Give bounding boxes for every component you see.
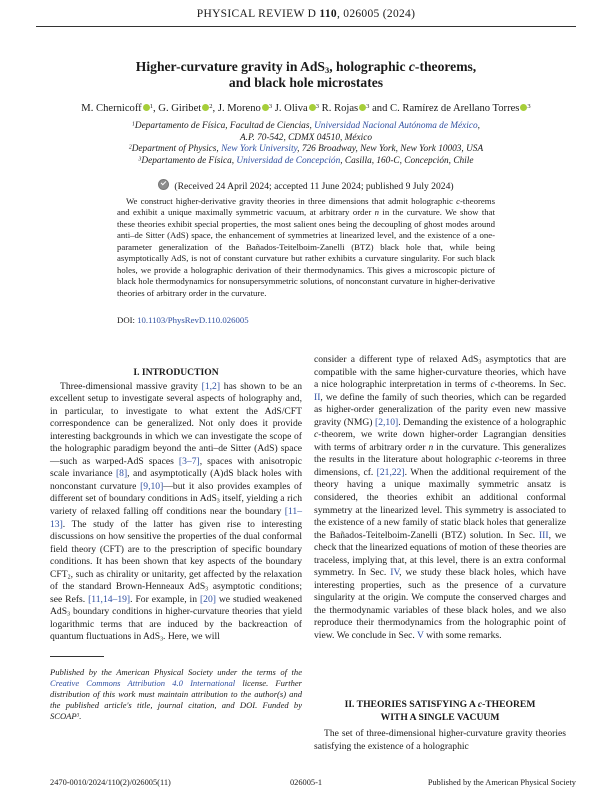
affiliation-link[interactable]: Universidad Nacional Autónoma de México [314,121,478,131]
author[interactable]: J. Oliva $^3$ [274,103,319,114]
journal-volume: 110 [319,8,337,20]
introduction-continued [314,354,566,643]
section-link[interactable]: IV [390,567,400,579]
section-heading: I. INTRODUCTION [133,367,219,378]
footer-page-number: 026005-1 [289,778,323,787]
dates-text: (Received 24 April 2024; accepted 11 June 2024; published 9 July 2024) [174,181,454,192]
section-2-paragraph: The set of three-dimensional higher-curvature gravity theories satisfying the existence of a holographic [314,728,566,752]
paper-title [60,59,552,91]
affiliation-3: $^3$Departamento de Física, Universidad de Concepción, Casilla, 160-C, Concepción, Chile [138,156,474,167]
author[interactable]: G. Giribet $^2$ [158,103,213,114]
author[interactable]: M. Chernicoff $^1$ [81,103,153,114]
abstract: We construct higher-derivative gravity theories in three dimensions that admit holographic c-theorems and exhibit a unique maximally symmetric vacuum, at arbitrary order n in the curvature. We show that these theories exhibit special properties, the most salient ones being the decoupling of ghost modes around anti–de Sitter (AdS) space, the enhancement of symmetries at linearized level, and the existence of a one-parameter generalization of the Bañados-Teitelboim-Zanelli (BTZ) black hole that, while being asymptotically AdS, is not of constant curvature but rather exhibits a curvature singularity. For such black holes, we provide a holographic derivation of their thermodynamics. This gives a microscopic picture of black hole thermodynamics for nonsupersymmetric solutions, of nonconstant curvature in higher-derivative theories of arbitrary order in the curvature. [117,196,495,298]
doi-link[interactable]: 10.1103/PhysRevD.110.026005 [137,315,249,325]
affiliation-link[interactable]: Universidad de Concepción [236,156,341,167]
citation-link[interactable]: [2,10] [375,416,399,428]
title-part: -theorems, [414,59,477,74]
header-rule [36,26,576,27]
affiliations [40,121,572,168]
doi: DOI: 10.1103/PhysRevD.110.026005 [117,315,249,325]
title-subscript: 3 [324,65,330,76]
introduction-paragraph: Three-dimensional massive gravity [1,2] has shown to be an excellent setup to investigate several aspects of holography and, in particular, to investigate to what extent the AdS/CFT correspondence can be generalized. Not only does it provide interesting backgrounds in which we can investigate the scope of the holographic paradigm beyond the anti–de Sitter (AdS) space—such as warped-AdS spaces [3–7], spaces with anisotropic scale invariance [8], and asymptotically (A)dS black holes with nonconstant curvature [9,10]—but it also provides examples of different set of boundary conditions in AdS$_3$ itself, yielding a rich variety of relaxed falling off conditions near the boundary [11–13]. The study of the latter has given rise to interesting discussions on how sensitive the properties of the dual conformal field theory (CFT) are to the prescription of specific boundary conditions. It has been shown that key aspects of the boundary $CFT_2$, such as chirality or unitarity, get affected by the relaxation of the standard Brown-Henneaux AdS$_3$ asymptotic conditions; see Refs. [11,14–19]. For example, in [20] we studied weakened AdS$_3$ boundary conditions in higher-curvature theories that yield logarithmic terms that are induced by the backreaction of quantum fluctuations in AdS$_3$. Here, we will [50,380,303,643]
section-link[interactable]: V [416,630,424,642]
affiliation-2: $^2$Department of Physics, New York University, 726 Broadway, New York, New York 10003, USA [128,144,484,155]
affiliation-1-address: A.P. 70-542, CDMX 04510, México [239,132,373,143]
citation-link[interactable]: [8] [115,468,128,480]
citation-link[interactable]: [11,14–19] [88,593,131,605]
introduction-paragraph: consider a different type of relaxed AdS$_3$ asymptotics that are compatible with the same higher-curvature theories, which have a nice holographic interpretation in terms of c-theorems. In Sec. II, we define the family of such theories, which can be regarded as higher-order generalization of the parity even new massive gravity (NMG) [2,10]. Demanding the existence of a holographic c-theorem, we write down higher-order Lagrangian densities with terms of arbitrary order n in the curvature. This generalizes the results in the literature about holographic c-teorems in three dimensions, cf. [21,22]. When the additional requirement of the theory having a unique maximally symmetric ansatz is considered, the theories exhibit an additional conformal symmetry at the linearized level. This symmetry is associated to the existence of a new family of static black holes that generalize the Bañados-Teitelboim-Zanelli (BTZ) solution. In Sec. III, we check that the linearized equations of motion of these theories are traceless, implying that, at this level, there is an extra conformal symmetry. In Sec. IV, we study these black holes, which have interesting properties, such as the presence of a curvature singularity at the origin. We compute the conserved charges and the thermodynamic variables of these black holes, and we also reproduce their thermodynamics from the holographic point of view. We conclude in Sec. V with some remarks. [314,354,567,642]
citation-link[interactable]: [20] [199,593,216,605]
author[interactable]: R. Rojas $^3$ [321,103,370,114]
footer-publisher: Published by the American Physical Society [427,778,576,787]
license-footnote: Published by the American Physical Society under the terms of the Creative Commons Attribution 4.0 International license. Further distribution of this work must maintain attribution to the author(s) and the published article's title, journal citation, and DOI. Funded by SCOAP$^3$. [50,667,303,721]
author[interactable]: C. Ramírez de Arellano Torres $^3$ [390,103,531,114]
publication-dates [40,179,572,192]
title-line-2: and black hole microstates [228,75,384,90]
footnote-rule [50,656,104,657]
journal-header [0,8,612,20]
footer-issn: 2470-0010/2024/110(2)/026005(11) [50,778,171,787]
orcid-icon[interactable] [309,104,316,111]
citation-link[interactable]: [1,2] [201,380,221,392]
orcid-icon[interactable] [143,104,150,111]
section-link[interactable]: II [314,391,321,403]
title-italic: c [408,59,415,74]
affiliation-link[interactable]: New York University [221,144,298,155]
author-list: M. Chernicoff $^1$, G. Giribet $^2$, J. Moreno $^3$ J. Oliva $^3$ R. Rojas $^3$ and C. Ramírez de Arellano Torres $^3$ [81,103,531,114]
citation-link[interactable]: [11–13] [50,505,302,530]
journal-issue: , 026005 (2024) [336,8,416,20]
title-part: Higher-curvature gravity in AdS [135,59,325,74]
citation-link[interactable]: [3–7] [178,455,200,467]
license-link[interactable]: Creative Commons Attribution 4.0 International [50,678,236,688]
author[interactable]: J. Moreno $^3$ [217,103,273,114]
introduction-section [50,367,302,644]
check-for-updates-icon[interactable] [158,179,169,190]
affiliation-1: $^1$Departamento de Física, Facultad de Ciencias, Universidad Nacional Autónoma de México, [132,121,480,131]
journal-name: PHYSICAL REVIEW D [196,8,317,20]
orcid-icon[interactable] [262,104,269,111]
section-link[interactable]: III [538,529,549,541]
title-part: , holographic [329,59,409,74]
citation-link[interactable]: [9,10] [140,480,164,492]
section-2 [314,699,566,753]
citation-link[interactable]: [21,22] [376,466,405,478]
section-heading: II. THEORIES SATISFYING A c-THEOREM WITH A SINGLE VACUUM [344,699,536,723]
